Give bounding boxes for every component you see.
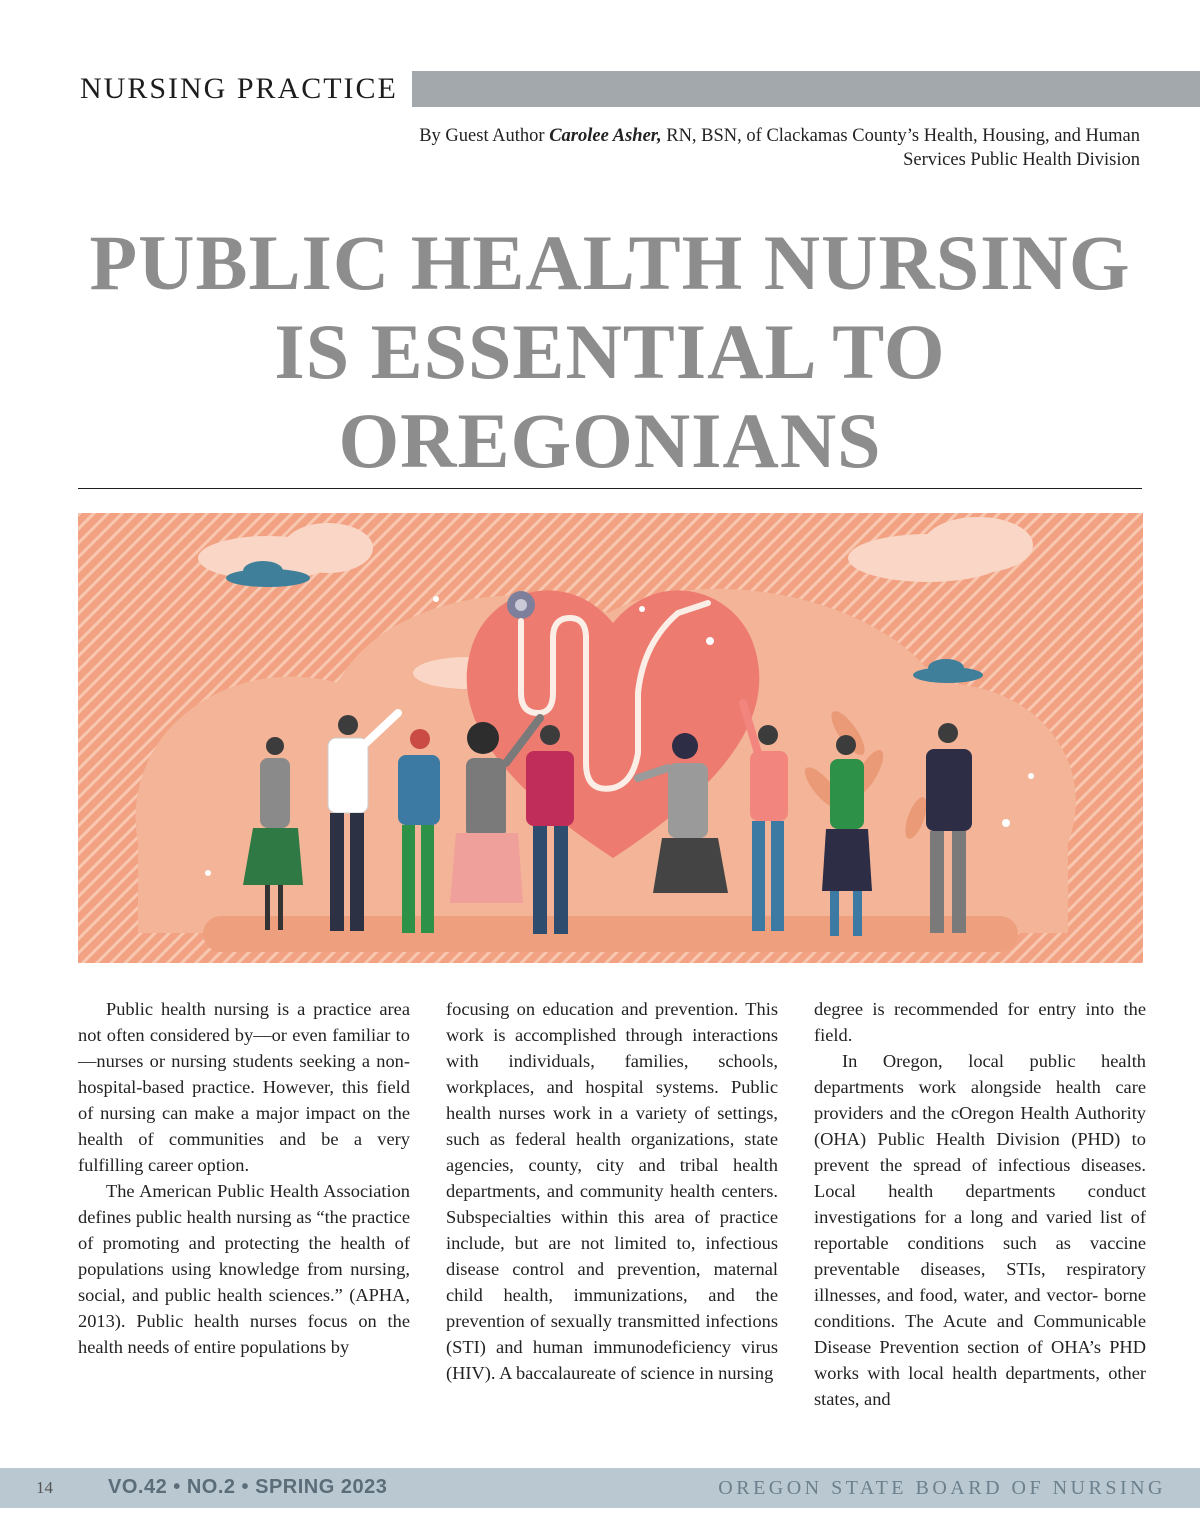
- paragraph: degree is recommended for entry into the field.: [814, 999, 1146, 1045]
- body-column-3: [814, 996, 1146, 1412]
- byline-prefix: By Guest Author: [419, 126, 550, 146]
- headline-divider: [78, 488, 1142, 489]
- section-label: NURSING PRACTICE: [80, 72, 398, 105]
- paragraph: The American Public Health Association defines public health nursing as “the practice of promoting and protecting the health of populations using knowledge from nursing, social, and public health sciences.” (APHA, 2013). Public health nurses focus on the health needs of entire populations by: [78, 1181, 410, 1357]
- headline-line-3: OREGONIANS: [338, 397, 882, 484]
- body-column-2: [446, 996, 778, 1386]
- byline-author: Carolee Asher,: [549, 126, 662, 146]
- byline: [380, 124, 1140, 172]
- body-column-1: [78, 996, 410, 1360]
- group-of-people-with-heart-and-stethoscope-icon: [78, 513, 1143, 963]
- article-headline: [60, 218, 1160, 485]
- page-footer: [0, 1468, 1200, 1508]
- paragraph: focusing on education and prevention. This work is accomplished through interactions with individuals, families, schools, workplaces, and hospital systems. Public health nurses work in a variety of settings, such as federal health organizations, state agencies, county, city and tribal health departments, and community health centers. Subspecialties within this area of practice include, but are not limited to, infectious disease control and prevention, maternal child health, immunizations, and the prevention of sexually transmitted infections (STI) and human immunodeficiency virus (HIV). A baccalaureate of science in nursing: [446, 999, 778, 1383]
- headline-line-2: IS ESSENTIAL TO: [274, 308, 946, 395]
- page-number: 14: [36, 1478, 53, 1497]
- issue-label: VO.42 • NO.2 • SPRING 2023: [108, 1476, 388, 1498]
- section-header-bar: [412, 71, 1200, 107]
- paragraph: In Oregon, local public health departments work alongside health care providers and the cOregon Health Authority (OHA) Public Health Division (PHD) to prevent the spread of infectious diseases. Local health departments conduct investigations for a long and varied list of reportable conditions such as vaccine preventable diseases, STIs, respiratory illnesses, and food, water, and vector- borne conditions. The Acute and Communicable Disease Prevention section of OHA’s PHD works with local health departments, other states, and: [814, 1051, 1146, 1409]
- headline-line-1: PUBLIC HEALTH NURSING: [89, 219, 1131, 306]
- publication-name: OREGON STATE BOARD OF NURSING: [718, 1477, 1166, 1499]
- byline-affiliation: RN, BSN, of Clackamas County’s Health, Housing, and Human Services Public Health Division: [661, 126, 1140, 170]
- paragraph: Public health nursing is a practice area not often considered by—or even familiar to—nurses or nursing students seeking a non-hospital-based practice. However, this field of nursing can make a major impact on the health of communities and be a very fulfilling career option.: [78, 999, 410, 1175]
